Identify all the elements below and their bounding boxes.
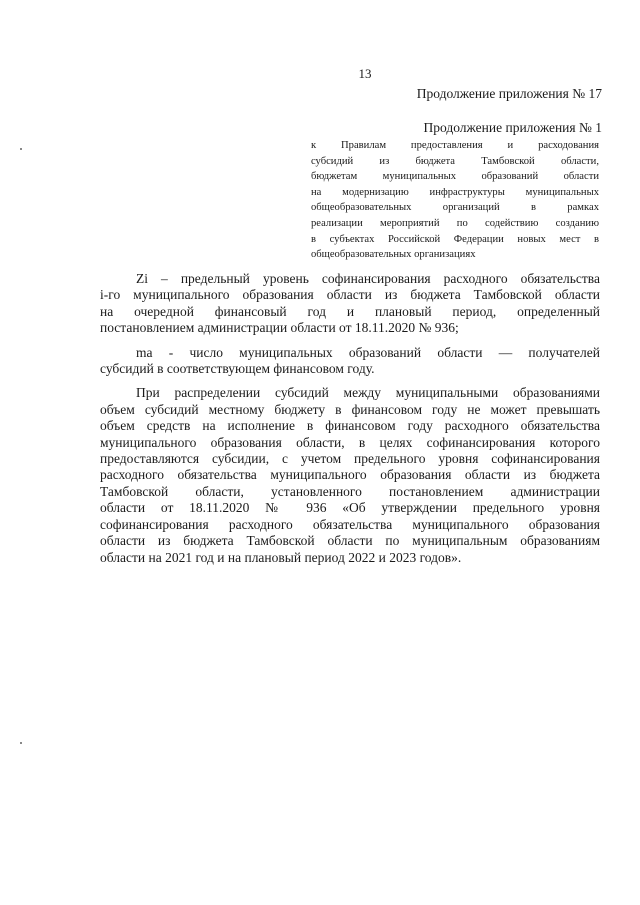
body-line: объем средств на исполнение в финансовом году расходного обязательства (100, 418, 600, 434)
page-number: 13 (358, 66, 372, 81)
body-line: расходного обязательства муниципального образования области из бюджета (100, 467, 600, 483)
paragraph-zi-definition (100, 271, 600, 337)
rules-line: на модернизацию инфраструктуры муниципальных (311, 186, 599, 198)
body-line: предоставляются субсидии, с учетом предельного уровня софинансирования (100, 451, 600, 467)
rules-line: общеобразовательных организациях (311, 249, 476, 261)
rules-line: к Правилам предоставления и расходования (311, 140, 599, 151)
body-line: Тамбовской области, установленного постановлением администрации (100, 483, 600, 499)
rules-line: реализации мероприятий по содействию созданию (311, 217, 599, 229)
body-line: mа - число муниципальных образований области — получателей (136, 344, 600, 360)
body-line: области от 18.11.2020 № 936 «Об утверждении предельного уровня (100, 500, 600, 516)
scan-margin-mark (20, 148, 22, 150)
body-line: муниципального образования области, в целях софинансирования которого (100, 434, 600, 450)
body-line: Zi – предельный уровень софинансирования расходного обязательства (136, 271, 600, 286)
paragraph-ma-definition (100, 345, 600, 378)
body-line: При распределении субсидий между муниципальными образованиями (136, 385, 600, 401)
body-line: i-го муниципального образования области из бюджета Тамбовской области (100, 287, 600, 303)
body-line: на очередной финансовый год и плановый период, определенный (100, 303, 600, 319)
scan-margin-mark (20, 742, 22, 744)
body-line: области на 2021 год и на плановый период 2022 и 2023 годов». (100, 549, 462, 565)
continuation-annex-1: Продолжение приложения № 1 (423, 120, 602, 135)
body-line: софинансирования расходного обязательства муниципального образования (100, 516, 600, 532)
rules-reference-block (311, 138, 599, 263)
rules-line: бюджетам муниципальных образований области (311, 171, 599, 183)
body-line: субсидий в соответствующем финансовом году. (100, 361, 375, 377)
body-line: постановлением администрации области от 18.11.2020 № 936; (100, 320, 459, 336)
rules-line: общеобразовательных организаций в рамках (311, 202, 599, 214)
body-line: объем субсидий местному бюджету в финансовом году не может превышать (100, 401, 600, 417)
paragraph-distribution (100, 385, 600, 565)
rules-line: в субъектах Российской Федерации новых мест в (311, 233, 599, 245)
continuation-annex-17: Продолжение приложения № 17 (416, 86, 602, 101)
body-line: области из бюджета Тамбовской области по муниципальным образованиям (100, 533, 600, 549)
document-body (100, 271, 600, 574)
rules-line: субсидий из бюджета Тамбовской области, (311, 155, 599, 167)
